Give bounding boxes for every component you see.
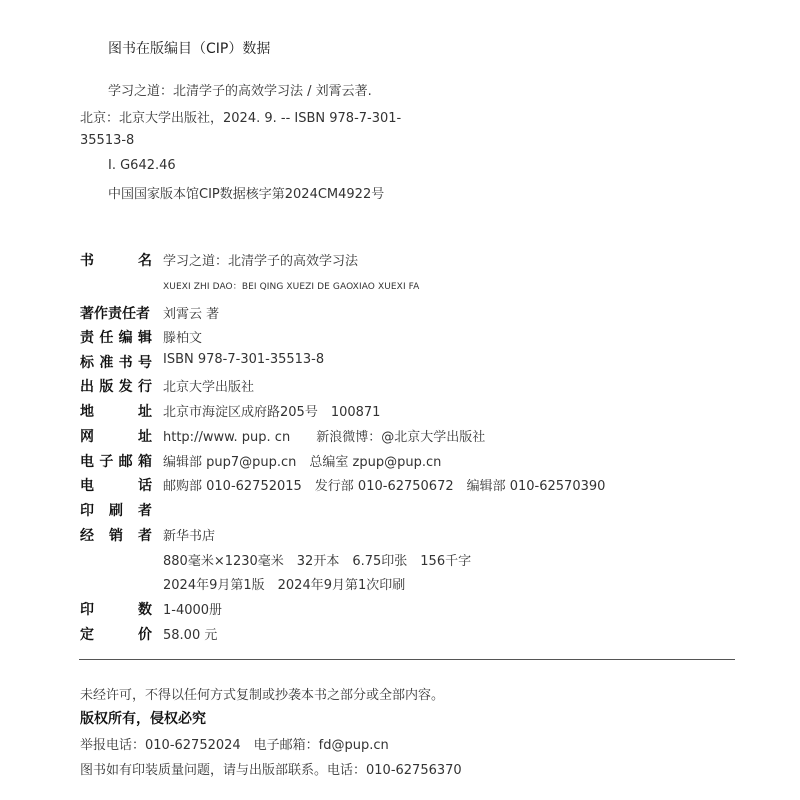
notice-line-2: 版权所有，侵权必究	[80, 711, 206, 727]
divider	[79, 659, 735, 660]
cip-line-4: Ⅰ. G642.46	[108, 158, 176, 173]
distributor-value: 新华书店	[163, 529, 216, 544]
publisher-value: 北京大学出版社	[163, 380, 255, 395]
label-author: 著作责任者	[80, 306, 150, 322]
address-value: 北京市海淀区成府路205号 100871	[163, 405, 381, 420]
website-value: http://www. pup. cn 新浪微博：@北京大学出版社	[163, 430, 486, 445]
label-phone: 电 话	[80, 478, 152, 494]
spec-value: 880毫米×1230毫米 32开本 6.75印张 156千字	[163, 554, 472, 569]
label-price: 定 价	[80, 627, 152, 643]
isbn-value: ISBN 978-7-301-35513-8	[163, 352, 325, 367]
author-value: 刘霄云 著	[163, 307, 220, 322]
phone-value: 邮购部 010-62752015 发行部 010-62750672 编辑部 010-62570390	[163, 479, 606, 494]
label-email: 电 子 邮 箱	[80, 454, 152, 470]
print-run-value: 1-4000册	[163, 603, 223, 618]
label-isbn: 标 准 书 号	[80, 355, 152, 371]
label-distributor: 经 销 者	[80, 528, 152, 544]
notice-line-4: 图书如有印装质量问题，请与出版部联系。电话：010-62756370	[80, 763, 462, 778]
email-value: 编辑部 pup7@pup.cn 总编室 zpup@pup.cn	[163, 455, 442, 470]
label-printer: 印 刷 者	[80, 503, 152, 519]
label-publisher: 出 版 发 行	[80, 379, 152, 395]
cip-line-2: 北京：北京大学出版社，2024. 9. -- ISBN 978-7-301-	[80, 111, 402, 126]
cip-line-1: 学习之道：北清学子的高效学习法 / 刘霄云著.	[108, 84, 372, 99]
label-print-run: 印 数	[80, 602, 152, 618]
editor-value: 滕柏文	[163, 331, 203, 346]
book-name-pinyin: XUEXI ZHI DAO：BEI QING XUEZI DE GAOXIAO XUEXI FA	[163, 282, 420, 292]
label-address: 地 址	[80, 404, 152, 420]
price-value: 58.00 元	[163, 628, 218, 643]
edition-value: 2024年9月第1版 2024年9月第1次印刷	[163, 578, 406, 593]
notice-line-1: 未经许可，不得以任何方式复制或抄袭本书之部分或全部内容。	[80, 688, 445, 703]
notice-line-3: 举报电话：010-62752024 电子邮箱：fd@pup.cn	[80, 738, 389, 753]
cip-title: 图书在版编目（CIP）数据	[108, 41, 271, 57]
cip-line-5: 中国国家版本馆CIP数据核字第2024CM4922号	[108, 187, 385, 202]
book-name-value: 学习之道：北清学子的高效学习法	[163, 254, 359, 269]
label-website: 网 址	[80, 429, 152, 445]
label-book-name: 书 名	[80, 253, 152, 269]
label-editor: 责 任 编 辑	[80, 330, 152, 346]
cip-line-3: 35513-8	[80, 133, 135, 148]
